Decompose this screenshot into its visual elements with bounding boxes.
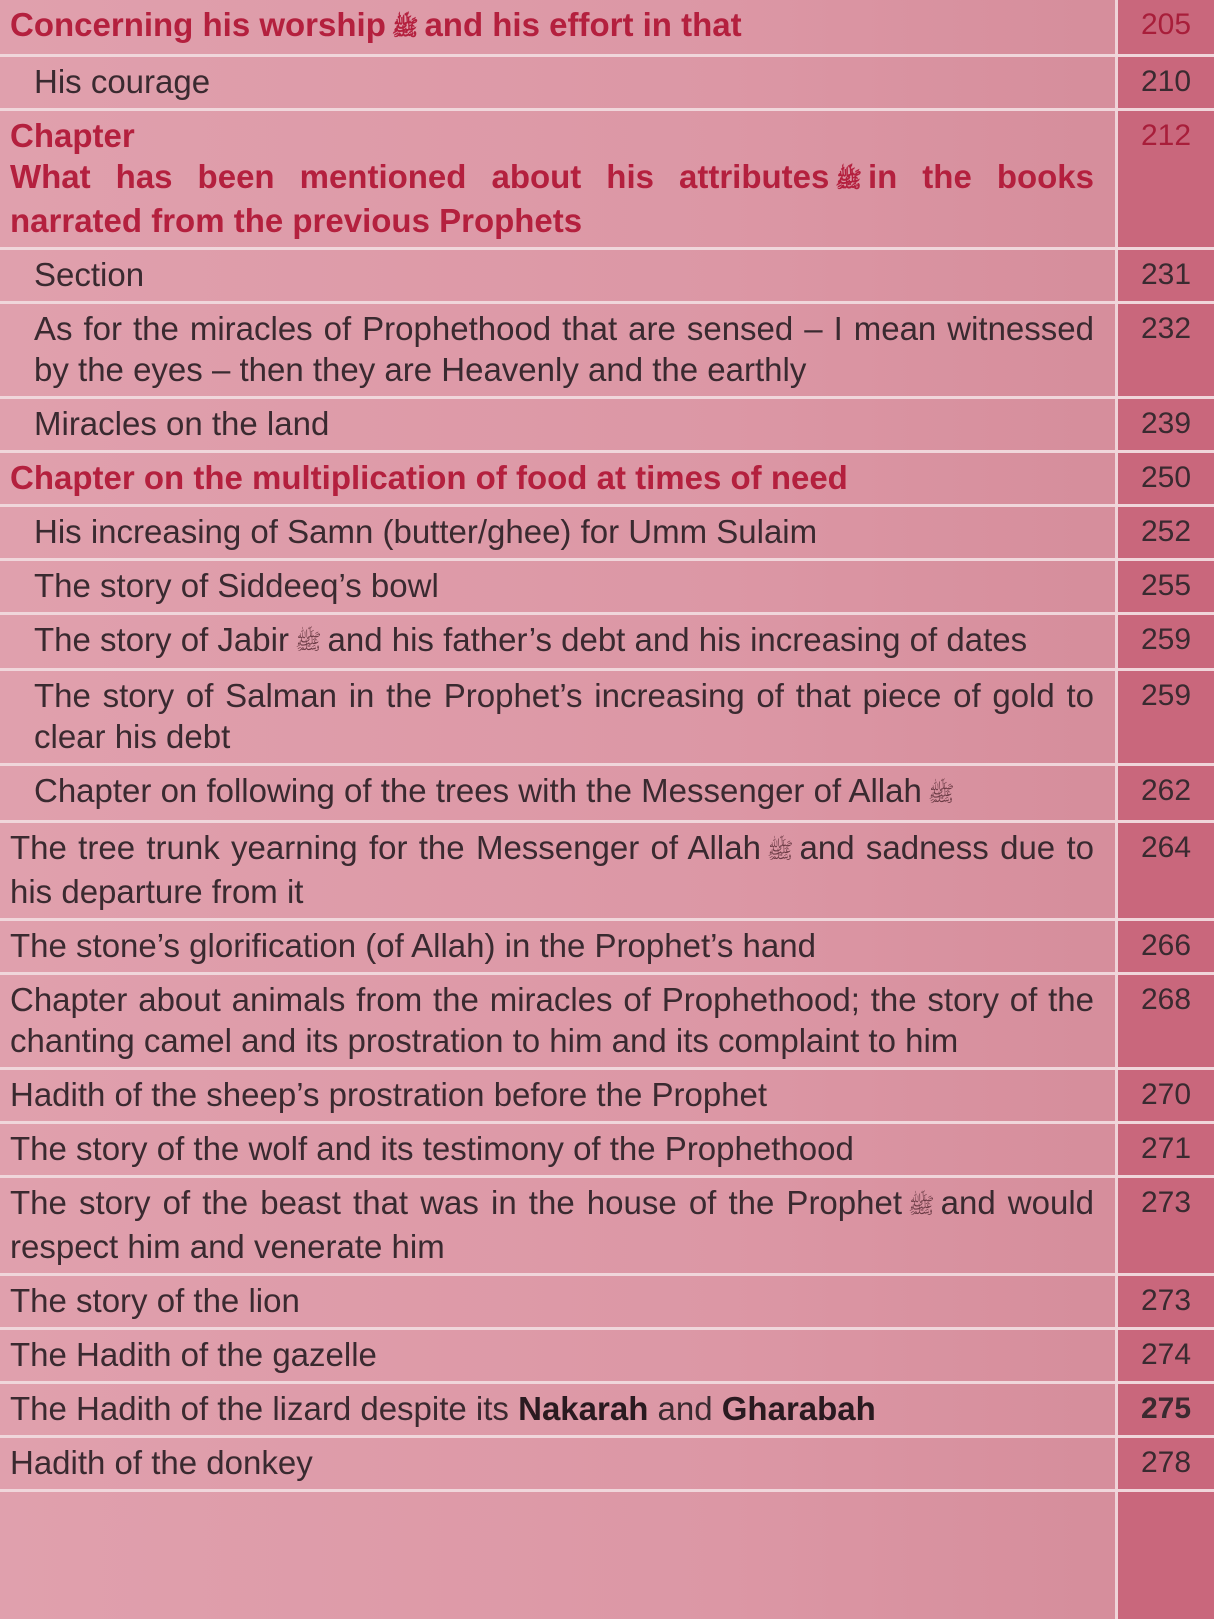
entry-title: Concerning his worship ﷺ and his effort in that bbox=[0, 0, 1118, 54]
toc-entry[interactable] bbox=[0, 1070, 1214, 1124]
salutation-icon: ﷺ bbox=[908, 1192, 935, 1218]
bold-term: Gharabah bbox=[721, 1389, 876, 1427]
entry-title: Chapter What has been mentioned about his attributes ﷺ in the books narrated from the previous Prophets bbox=[10, 116, 1095, 239]
entry-page: 205 bbox=[1140, 8, 1192, 41]
entry-page: 275 bbox=[1140, 1391, 1192, 1425]
toc-entry[interactable] bbox=[0, 1384, 1214, 1438]
entry-page: 273 bbox=[1140, 1283, 1192, 1317]
entry-page: 250 bbox=[1140, 460, 1192, 494]
toc-entry[interactable] bbox=[0, 399, 1214, 453]
entry-title: The story of Siddeeq’s bowl bbox=[34, 566, 439, 604]
entry-title: Hadith of the donkey bbox=[10, 1443, 313, 1481]
toc-entry[interactable] bbox=[0, 453, 1214, 507]
bold-term: Nakarah bbox=[518, 1389, 649, 1427]
toc-entry[interactable] bbox=[0, 1124, 1214, 1178]
entry-title: Miracles on the land bbox=[34, 404, 330, 442]
toc-entry[interactable] bbox=[0, 975, 1214, 1070]
entry-title: Hadith of the sheep’s prostration before the Prophet bbox=[10, 1075, 768, 1113]
toc-entry[interactable] bbox=[0, 823, 1214, 921]
toc-entry[interactable] bbox=[0, 57, 1214, 111]
toc-entry[interactable] bbox=[0, 1330, 1214, 1384]
entry-title: His courage bbox=[34, 62, 211, 100]
entry-title: As for the miracles of Prophethood that are sensed – I mean witnessed by the eyes – then they are Heavenly and the earthly bbox=[34, 309, 1094, 388]
entry-page: 252 bbox=[1140, 514, 1192, 548]
entry-page: 210 bbox=[1140, 64, 1192, 98]
entry-title: Section bbox=[34, 255, 145, 293]
salutation-icon: ﷺ bbox=[927, 781, 955, 807]
entry-title: The tree trunk yearning for the Messenger of Allah ﷺ and sadness due to his departure from it bbox=[10, 829, 1095, 910]
entry-page: 259 bbox=[1140, 679, 1192, 713]
entry-title: His increasing of Samn (butter/ghee) for Umm Sulaim bbox=[34, 512, 818, 550]
salutation-icon: ﷺ bbox=[294, 629, 322, 655]
entry-title: The story of Jabir ﷺ and his father’s debt and his increasing of dates bbox=[0, 615, 1118, 669]
entry-title: Chapter about animals from the miracles of Prophethood; the story of the chanting camel and its prostration to him and its complaint to him bbox=[10, 980, 1094, 1059]
toc-entry[interactable] bbox=[0, 561, 1214, 615]
entry-page: 274 bbox=[1140, 1337, 1192, 1371]
toc-entry[interactable] bbox=[0, 1178, 1214, 1276]
entry-page: 264 bbox=[1140, 831, 1192, 865]
entry-title: The story of the wolf and its testimony of the Prophethood bbox=[10, 1129, 854, 1167]
entry-title: The stone’s glorification (of Allah) in the Prophet’s hand bbox=[10, 926, 816, 964]
entry-page: 231 bbox=[1140, 257, 1192, 291]
toc-entry[interactable] bbox=[0, 1276, 1214, 1330]
entry-page: 239 bbox=[1140, 406, 1192, 440]
entry-page: 255 bbox=[1140, 568, 1192, 602]
salutation-icon: ﷺ bbox=[766, 837, 794, 863]
entry-page: 268 bbox=[1140, 982, 1192, 1016]
toc-entry[interactable] bbox=[0, 250, 1214, 304]
entry-title: The story of the beast that was in the house of the Prophet ﷺ and would respect him and venerate him bbox=[10, 1183, 1095, 1265]
entry-title: Chapter on following of the trees with the Messenger of Allah ﷺ bbox=[0, 766, 1118, 820]
toc-entry[interactable] bbox=[0, 111, 1214, 250]
toc-entry[interactable] bbox=[0, 1438, 1214, 1492]
chapter-heading: Chapter bbox=[10, 116, 135, 154]
entry-page: 259 bbox=[1140, 622, 1192, 656]
toc-entry[interactable] bbox=[0, 304, 1214, 399]
entry-page: 270 bbox=[1140, 1077, 1192, 1111]
entry-title: The story of Salman in the Prophet’s increasing of that piece of gold to clear his debt bbox=[34, 677, 1094, 756]
entry-page: 271 bbox=[1140, 1131, 1192, 1165]
toc-entry[interactable] bbox=[0, 921, 1214, 975]
toc-entry[interactable] bbox=[0, 766, 1214, 823]
toc-entry[interactable] bbox=[0, 671, 1214, 766]
entry-page: 266 bbox=[1140, 928, 1192, 962]
entry-title: The Hadith of the gazelle bbox=[10, 1335, 377, 1373]
entry-page: 232 bbox=[1140, 311, 1192, 345]
salutation-icon: ﷺ bbox=[391, 14, 419, 40]
toc-entry[interactable] bbox=[0, 507, 1214, 561]
toc-entry[interactable] bbox=[0, 615, 1214, 672]
entry-page: 262 bbox=[1140, 774, 1192, 808]
salutation-icon: ﷺ bbox=[835, 166, 862, 192]
entry-title: The story of the lion bbox=[10, 1281, 300, 1319]
toc-entry[interactable] bbox=[0, 0, 1214, 57]
entry-title: Chapter on the multiplication of food at times of need bbox=[10, 458, 848, 496]
entry-page: 212 bbox=[1140, 118, 1192, 152]
entry-title: The Hadith of the lizard despite its Nakarah and Gharabah bbox=[10, 1389, 876, 1427]
entry-page: 278 bbox=[1140, 1445, 1192, 1479]
entry-page: 273 bbox=[1140, 1185, 1192, 1219]
